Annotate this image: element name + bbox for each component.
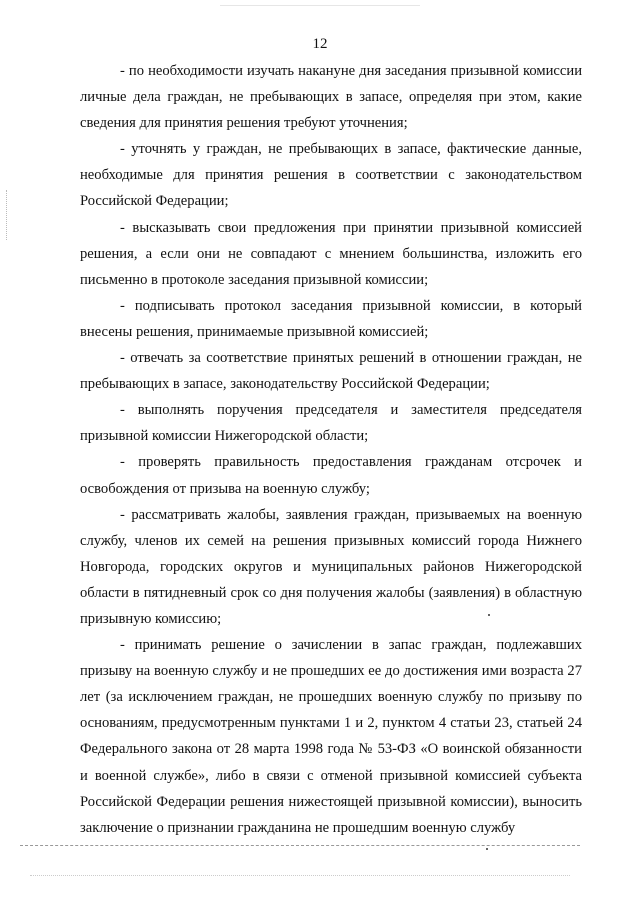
paragraph-proposals: - высказывать свои предложения при принятии призывной комиссией решения, а если они не совпадают с мнением большинства, изложить его письменно в протоколе заседания призывной комиссии; [80, 219, 582, 288]
scan-speck [486, 848, 488, 850]
scan-artifact-line [30, 875, 570, 876]
page-number: 12 [312, 36, 328, 52]
scan-speck [488, 614, 490, 616]
margin-mark [6, 190, 8, 240]
paragraph-complaints: - рассматривать жалобы, заявления граждан, призываемых на военную службу, членов их семей на решения призывных комиссий города Нижнего Новгорода, городских округов и муниципальных районов Нижегородской области в пятидневный срок со дня получения жалобы (заявления) в областную призывную комиссию; [80, 506, 582, 627]
paragraph-sign-protocol: - подписывать протокол заседания призывной комиссии, в который внесены решения, принимаемые призывной комиссией; [80, 297, 582, 340]
scan-edge-top [220, 5, 420, 6]
paragraph-reserve-decision: - принимать решение о зачислении в запас граждан, подлежавших призыву на военную службу и не прошедших ее до достижения ими возраста 27 лет (за исключением граждан, не прошедших военную службу по призыву по основаниям, предусмотренным пунктами 1 и 2, пунктом 4 статьи 23, статьей 24 Федерального закона от 28 марта 1998 года № 53-ФЗ «О воинской обязанности и военной службе», либо в связи с отменой призывной комиссией субъекта Российской Федерации решения нижестоящей призывной комиссии), выносить заключение о признании гражданина не прошедшим военную службу [80, 637, 582, 836]
document-body [80, 58, 582, 841]
scan-artifact-line [20, 845, 580, 846]
paragraph-clarify-data: - уточнять у граждан, не пребывающих в запасе, фактические данные, необходимые для принятия решения в соответствии с законодательством Российской Федерации; [80, 141, 582, 210]
paragraph-check-deferrals: - проверять правильность предоставления гражданам отсрочек и освобождения от призыва на военную службу; [80, 454, 582, 497]
paragraph-orders: - выполнять поручения председателя и заместителя председателя призывной комиссии Нижегородской области; [80, 402, 582, 445]
paragraph-study-files: - по необходимости изучать накануне дня заседания призывной комиссии личные дела граждан, не пребывающих в запасе, определяя при этом, какие сведения для принятия решения требуют уточнения; [80, 63, 582, 132]
paragraph-responsibility: - отвечать за соответствие принятых решений в отношении граждан, не пребывающих в запасе, законодательству Российской Федерации; [80, 350, 582, 393]
